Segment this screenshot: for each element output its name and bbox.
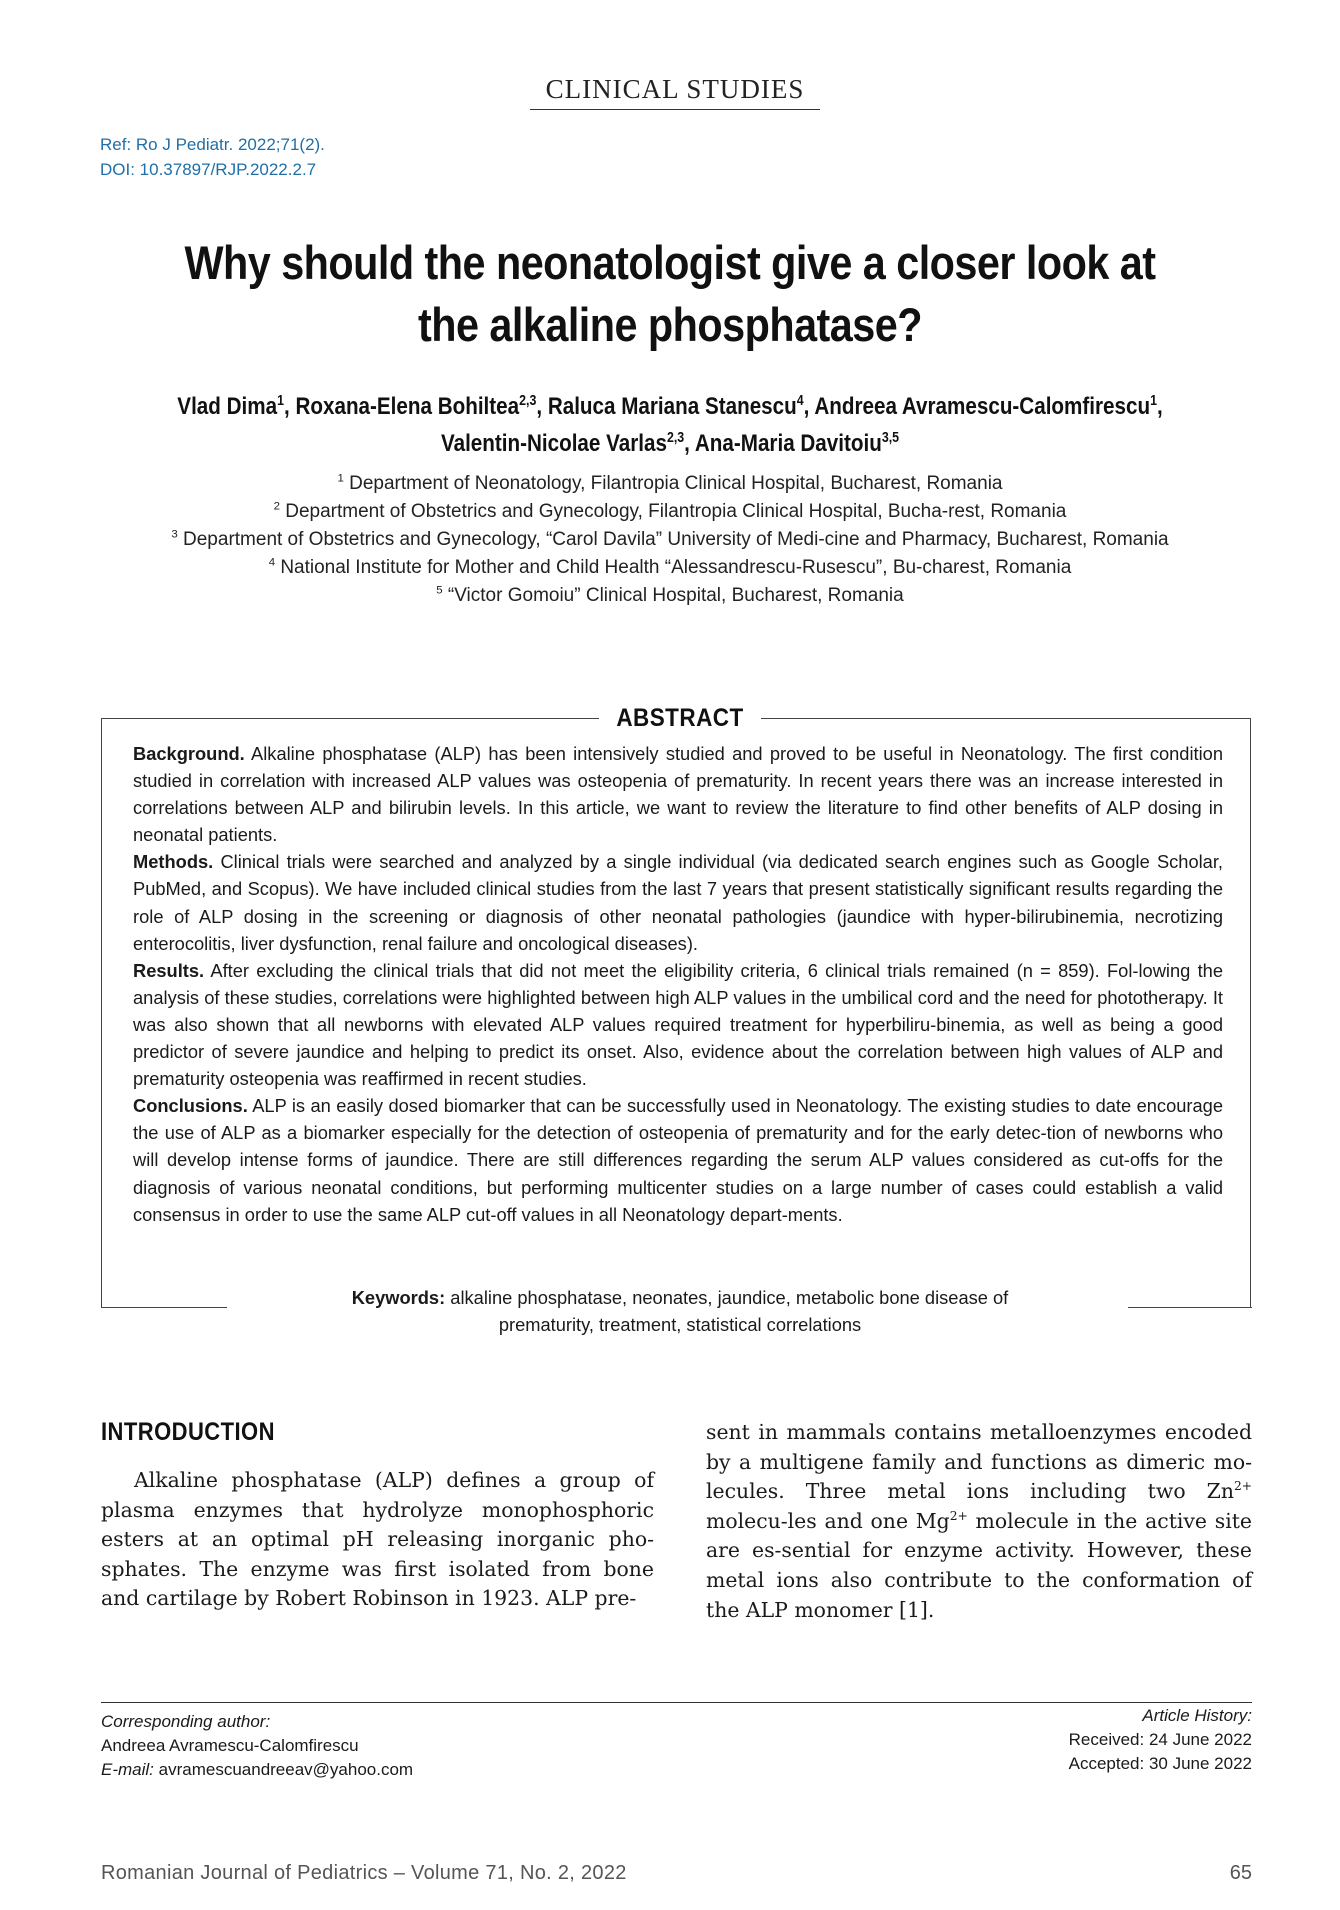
abstract-border [101, 1307, 227, 1308]
article-title: Why should the neonatologist give a closer look at the alkaline phosphatase? [184, 236, 1156, 351]
footer-divider [101, 1702, 1252, 1703]
reference-block [100, 132, 325, 182]
introduction-paragraph: Alkaline phosphatase (ALP) defines a group of plasma enzymes that hydrolyze monophosphoric esters at an optimal pH releasing inorganic pho-sphates. The enzyme was first isolated from bone and cartilage by Robert Robinson in 1923. ALP pre- [101, 1468, 654, 1611]
affiliation-item [60, 554, 1280, 582]
author-list: Vlad Dima$^1$, Roxana-Elena Bohiltea$^{2,3}$, Raluca Mariana Stanescu$^4$, Andreea Avramescu-Calomfirescu$^1$, Valentin-Nicolae Varlas$^{2,3}$, Ana-Maria Davitoiu$^{3,5}$ [177, 393, 1163, 457]
affiliations [60, 470, 1280, 610]
author-name: Valentin-Nicolae Varlas [440, 430, 667, 457]
history-label: Article History: [1142, 1706, 1252, 1725]
keywords-text: alkaline phosphatase, neonates, jaundice, metabolic bone disease of [450, 1287, 1009, 1308]
author-name: Ana-Maria Davitoiu [694, 430, 882, 457]
author-affil: 2,3 [666, 430, 685, 446]
results-label: Results. [133, 959, 205, 981]
intro-text: sent in mammals contains metalloenzymes encoded by a multigene family and functions as dimeric mo-lecules. Three metal ions including two Zn [706, 1420, 1252, 1504]
abstract-border [1128, 1307, 1252, 1308]
author-name: Vlad Dima [177, 393, 278, 420]
abstract-conclusions [133, 1092, 1223, 1227]
author-affil: 1 [1150, 393, 1157, 409]
keywords-text: prematurity, treatment, statistical correlations [498, 1314, 862, 1335]
author-affil: 4 [796, 393, 804, 409]
affiliation-text: Department of Obstetrics and Gynecology, Filantropia Clinical Hospital, Bucha-rest, Romania [285, 501, 1067, 522]
author-affil: 2,3 [519, 393, 537, 409]
background-text: Alkaline phosphatase (ALP) has been intensively studied and proved to be useful in Neonatology. The first condition studied in correlation with increased ALP values was osteopenia of prematurity. In recent years there was an increase interested in correlations between ALP and bilirubin levels. In this article, we want to review the literature to find other benefits of ALP dosing in neonatal patients. [133, 743, 1224, 846]
conclusions-text: ALP is an easily dosed biomarker that can be successfully used in Neonatology. The existing studies to date encourage the use of ALP as a biomarker especially for the detection of osteopenia of prematurity and for the early detec-tion of newborns who will develop intense forms of jaundice. There are still differences regarding the serum ALP values considered as cut-offs for the diagnosis of various neonatal conditions, but performing multicenter studies on a large number of cases could establish a valid consensus in order to use the same ALP cut-off values in all Neonatology depart-ments. [133, 1095, 1223, 1225]
received-date: Received: 24 June 2022 [1068, 1730, 1252, 1749]
abstract-results [133, 957, 1223, 1092]
email-label: E-mail: [101, 1760, 154, 1779]
superscript: 2+ [1233, 1479, 1252, 1494]
affiliation-number: 1 [337, 472, 344, 485]
article-history [1069, 1704, 1252, 1776]
results-text: After excluding the clinical trials that did not meet the eligibility criteria, 6 clinical trials remained (n = 859). Fol-lowing the analysis of these studies, correlations were highlighted between high ALP values in the umbilical cord and the need for phototherapy. It was also shown that all newborns with elevated ALP values required treatment for hyperbiliru-binemia, as well as being a good predictor of severe jaundice and helping to predict its onset. Also, evidence about the correlation between high values of ALP and prematurity osteopenia was reaffirmed in recent studies. [133, 959, 1223, 1090]
abstract-background [133, 740, 1223, 848]
author-name: Raluca Mariana Stanescu [547, 393, 797, 420]
accepted-date: Accepted: 30 June 2022 [1068, 1754, 1252, 1773]
keywords-label: Keywords: [351, 1287, 446, 1308]
intro-text: molecu-les and one Mg [706, 1508, 950, 1533]
affiliation-item [60, 526, 1280, 554]
superscript: 2+ [949, 1508, 968, 1523]
affiliation-number: 5 [436, 584, 443, 597]
affiliation-item [60, 498, 1280, 526]
methods-label: Methods. [133, 851, 214, 873]
page-number: 65 [1229, 1862, 1252, 1884]
background-label: Background. [133, 743, 245, 764]
introduction-paragraph [706, 1418, 1252, 1625]
affiliation-number: 4 [268, 556, 276, 569]
introduction-right-column [706, 1418, 1252, 1625]
abstract-body [133, 740, 1223, 1228]
affiliation-text: “Victor Gomoiu” Clinical Hospital, Bucharest, Romania [447, 585, 904, 606]
affiliation-item [60, 582, 1280, 610]
author-name: Roxana-Elena Bohiltea [295, 393, 520, 420]
doi-link[interactable]: DOI: 10.37897/RJP.2022.2.7 [100, 160, 317, 179]
corresponding-author [101, 1710, 413, 1782]
section-header: CLINICAL STUDIES [530, 74, 820, 110]
author-affil: 1 [277, 393, 284, 409]
intro-text: molecule in the active site are es-sential for enzyme activity. However, these metal ions also contribute to the conformation of the ALP monomer [1]. [706, 1508, 1252, 1622]
corr-label: Corresponding author: [101, 1712, 271, 1731]
methods-text: Clinical trials were searched and analyzed by a single individual (via dedicated search engines such as Google Scholar, PubMed, and Scopus). We have included clinical studies from the last 7 years that present statistically significant results regarding the role of ALP dosing in the screening or diagnosis of other neonatal pathologies (jaundice with hyper-bilirubinemia, necrotizing enterocolitis, liver dysfunction, renal failure and oncological diseases). [133, 851, 1223, 954]
conclusions-label: Conclusions. [133, 1095, 248, 1117]
affiliation-text: Department of Neonatology, Filantropia Clinical Hospital, Bucharest, Romania [349, 473, 1003, 494]
affiliation-item [60, 470, 1280, 498]
citation-ref[interactable]: Ref: Ro J Pediatr. 2022;71(2). [100, 135, 325, 154]
introduction-heading: INTRODUCTION [101, 1418, 275, 1446]
keywords [240, 1284, 1120, 1338]
corr-name: Andreea Avramescu-Calomfirescu [101, 1736, 359, 1755]
abstract-heading: ABSTRACT [599, 704, 761, 733]
affiliation-text: Department of Obstetrics and Gynecology, “Carol Davila” University of Medi-cine and Pharmacy, Bucharest, Romania [183, 529, 1169, 550]
affiliation-number: 3 [171, 528, 178, 541]
abstract-methods [133, 848, 1223, 956]
affiliation-number: 2 [273, 500, 280, 513]
email-link[interactable]: avramescuandreeav@yahoo.com [158, 1760, 414, 1779]
author-affil: 3,5 [881, 430, 900, 446]
author-name: Andreea Avramescu-Calomfirescu [814, 393, 1151, 420]
journal-footer: Romanian Journal of Pediatrics – Volume 71, No. 2, 2022 [101, 1862, 627, 1884]
affiliation-text: National Institute for Mother and Child Health “Alessandrescu-Rusescu”, Bu-charest, Romania [280, 557, 1072, 578]
introduction-left-column [101, 1466, 654, 1614]
